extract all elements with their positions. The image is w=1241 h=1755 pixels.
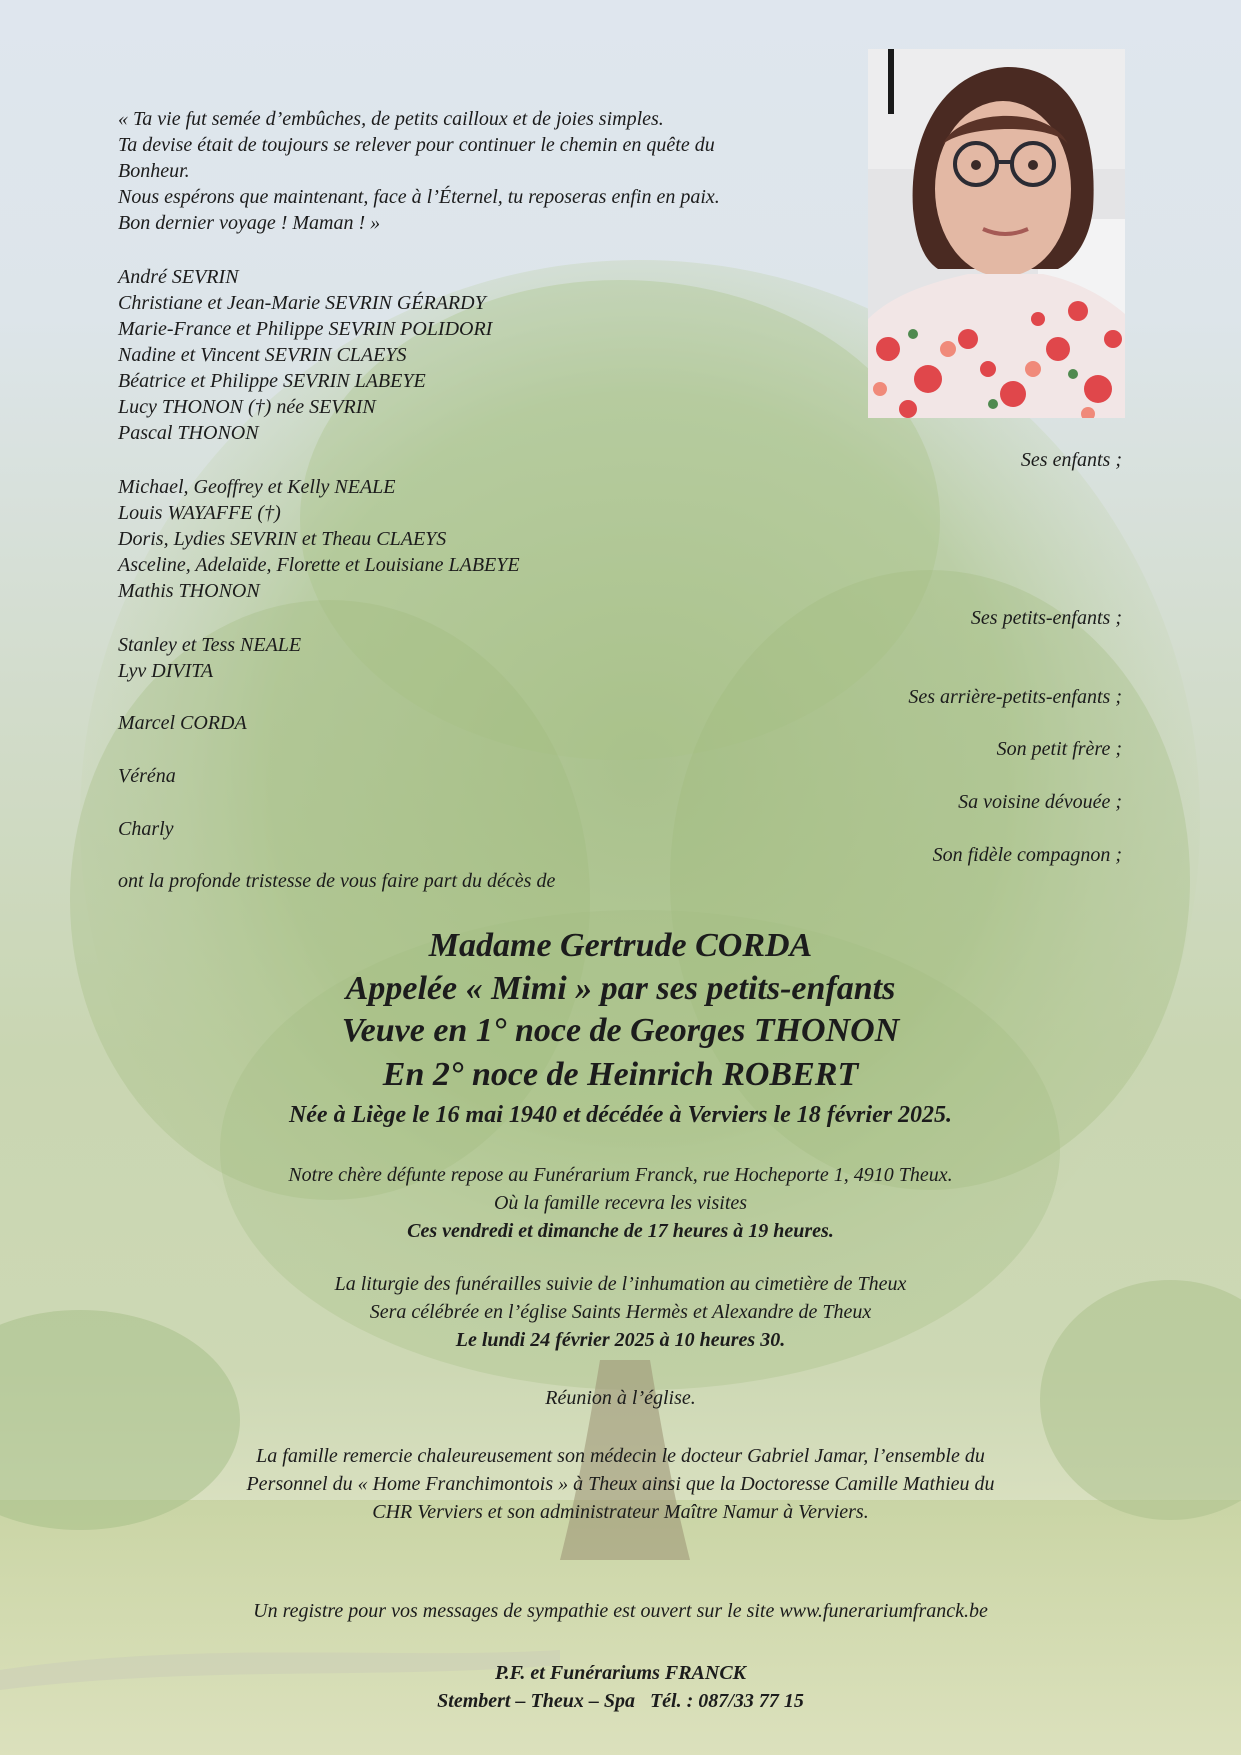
relation-label-neighbor: Sa voisine dévouée ; [958,791,1122,813]
deceased-name: Madame Gertrude CORDA [428,927,813,964]
family-member: Béatrice et Philippe SEVRIN LABEYE [118,370,426,392]
family-member: Stanley et Tess NEALE [118,634,302,656]
relation-label-great-grandchildren: Ses arrière-petits-enfants ; [908,686,1122,708]
quote-line: Ta devise était de toujours se relever pour continuer le chemin en quête du [118,134,715,156]
liturgy-date: Le lundi 24 février 2025 à 10 heures 30. [455,1329,786,1351]
relation-label-children: Ses enfants ; [1020,449,1122,471]
family-member: Doris, Lydies SEVRIN et Theau CLAEYS [118,528,447,550]
funeral-company-contact: Stembert – Theux – Spa Tél. : 087/33 77 15 [437,1690,804,1712]
relation-label-companion: Son fidèle compagnon ; [932,844,1122,866]
family-member: Marie-France et Philippe SEVRIN POLIDORI [118,318,493,340]
thanks-text: CHR Verviers et son administrateur Maître Namur à Verviers. [372,1501,869,1523]
first-marriage: Veuve en 1° noce de Georges THONON [341,1012,900,1049]
family-member: Marcel CORDA [118,712,247,734]
quote-line: Bon dernier voyage ! Maman ! » [118,212,381,234]
liturgy-text: Sera célébrée en l’église Saints Hermès et Alexandre de Theux [369,1301,872,1323]
thanks-text: La famille remercie chaleureusement son médecin le docteur Gabriel Jamar, l’ensemble du [256,1445,985,1467]
family-member: Louis WAYAFFE (†) [118,502,281,524]
liturgy-text: La liturgie des funérailles suivie de l’inhumation au cimetière de Theux [334,1273,907,1295]
family-member: Nadine et Vincent SEVRIN CLAEYS [118,344,407,366]
deceased-nickname: Appelée « Mimi » par ses petits-enfants [345,970,896,1007]
visitation-text: Où la famille recevra les visites [493,1192,748,1214]
second-marriage: En 2° noce de Heinrich ROBERT [382,1056,859,1093]
family-member: Michael, Geoffrey et Kelly NEALE [118,476,396,498]
birth-death-dates: Née à Liège le 16 mai 1940 et décédée à Verviers le 18 février 2025. [288,1102,953,1128]
relation-label-grandchildren: Ses petits-enfants ; [970,607,1122,629]
visitation-times: Ces vendredi et dimanche de 17 heures à 19 heures. [407,1220,834,1242]
family-member: Christiane et Jean-Marie SEVRIN GÉRARDY [118,292,486,314]
registry-text: Un registre pour vos messages de sympathie est ouvert sur le site www.funerariumfranck.be [253,1600,988,1622]
family-member: Lyv DIVITA [118,660,214,682]
announcement-text: ont la profonde tristesse de vous faire part du décès de [118,870,556,892]
family-member: Pascal THONON [118,422,259,444]
deceased-portrait-photo [868,49,1125,418]
thanks-text: Personnel du « Home Franchimontois » à Theux ainsi que la Doctoresse Camille Mathieu du [246,1473,995,1495]
family-member: Asceline, Adelaïde, Florette et Louisiane LABEYE [118,554,520,576]
family-member: Lucy THONON (†) née SEVRIN [118,396,376,418]
funeral-company-name: P.F. et Funérariums FRANCK [494,1662,747,1684]
visitation-text: Notre chère défunte repose au Funérarium Franck, rue Hocheporte 1, 4910 Theux. [288,1164,953,1186]
reunion-text: Réunion à l’église. [545,1387,696,1409]
family-member: André SEVRIN [118,266,239,288]
family-member: Charly [118,818,174,840]
quote-line: Nous espérons que maintenant, face à l’Éternel, tu reposeras enfin en paix. [118,186,720,208]
relation-label-brother: Son petit frère ; [996,738,1122,760]
quote-line: Bonheur. [118,160,190,182]
quote-line: « Ta vie fut semée d’embûches, de petits cailloux et de joies simples. [118,108,664,130]
family-member: Mathis THONON [118,580,260,602]
family-member: Véréna [118,765,176,787]
